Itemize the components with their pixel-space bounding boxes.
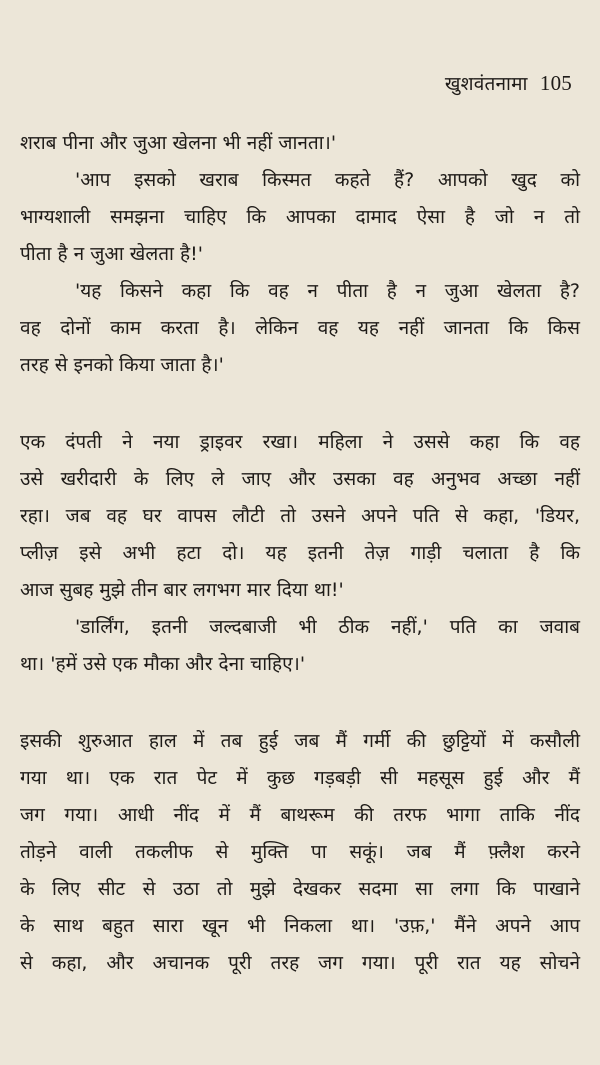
text-line: आज सुबह मुझे तीन बार लगभग मार दिया था!' bbox=[20, 579, 344, 601]
text-line: 'यह किसने कहा कि वह न पीता है न जुआ खेलता है? bbox=[75, 280, 580, 302]
section-gap bbox=[20, 683, 580, 723]
text-line: जग गया। आधी नींद में मैं बाथरूम की तरफ भागा ताकि नींद bbox=[20, 804, 580, 826]
text-line: था। 'हमें उसे एक मौका और देना चाहिए।' bbox=[20, 653, 306, 675]
text-line: उसे खरीदारी के लिए ले जाए और उसका वह अनुभव अच्छा नहीं bbox=[20, 468, 580, 490]
page-body bbox=[20, 125, 580, 982]
book-title: खुशवंतनामा bbox=[444, 73, 528, 95]
text-line: रहा। जब वह घर वापस लौटी तो उसने अपने पति से कहा, 'डियर, bbox=[20, 505, 580, 527]
text-line: तरह से इनको किया जाता है।' bbox=[20, 354, 224, 376]
text-line: भाग्यशाली समझना चाहिए कि आपका दामाद ऐसा है जो न तो bbox=[20, 206, 580, 228]
text-line: के साथ बहुत सारा खून भी निकला था। 'उफ़,' मैंने अपने आप bbox=[20, 915, 580, 937]
text-line: प्लीज़ इसे अभी हटा दो। यह इतनी तेज़ गाड़ी चलाता है कि bbox=[20, 542, 580, 564]
text-line: इसकी शुरुआत हाल में तब हुई जब मैं गर्मी की छुट्टियों में कसौली bbox=[20, 730, 580, 752]
text-line: से कहा, और अचानक पूरी तरह जग गया। पूरी रात यह सोचने bbox=[20, 952, 580, 974]
paragraph-1 bbox=[20, 125, 580, 384]
text-line: शराब पीना और जुआ खेलना भी नहीं जानता।' bbox=[20, 132, 337, 154]
text-line: तोड़ने वाली तकलीफ से मुक्ति पा सकूं। जब मैं फ़्लैश करने bbox=[20, 841, 580, 863]
paragraph-3 bbox=[20, 723, 580, 982]
text-line: 'डार्लिंग, इतनी जल्दबाजी भी ठीक नहीं,' पति का जवाब bbox=[75, 616, 580, 638]
text-line: एक दंपती ने नया ड्राइवर रखा। महिला ने उससे कहा कि वह bbox=[20, 431, 580, 453]
paragraph-2 bbox=[20, 424, 580, 683]
text-line: 'आप इसको खराब किस्मत कहते हैं? आपको खुद को bbox=[75, 169, 580, 191]
text-line: के लिए सीट से उठा तो मुझे देखकर सदमा सा लगा कि पाखाने bbox=[20, 878, 580, 900]
text-line: वह दोनों काम करता है। लेकिन वह यह नहीं जानता कि किस bbox=[20, 317, 580, 339]
text-line: पीता है न जुआ खेलता है!' bbox=[20, 243, 203, 265]
page-number: 105 bbox=[539, 71, 572, 95]
section-gap bbox=[20, 384, 580, 424]
running-header bbox=[445, 70, 572, 96]
text-line: गया था। एक रात पेट में कुछ गड़बड़ी सी महसूस हुई और मैं bbox=[20, 767, 580, 789]
